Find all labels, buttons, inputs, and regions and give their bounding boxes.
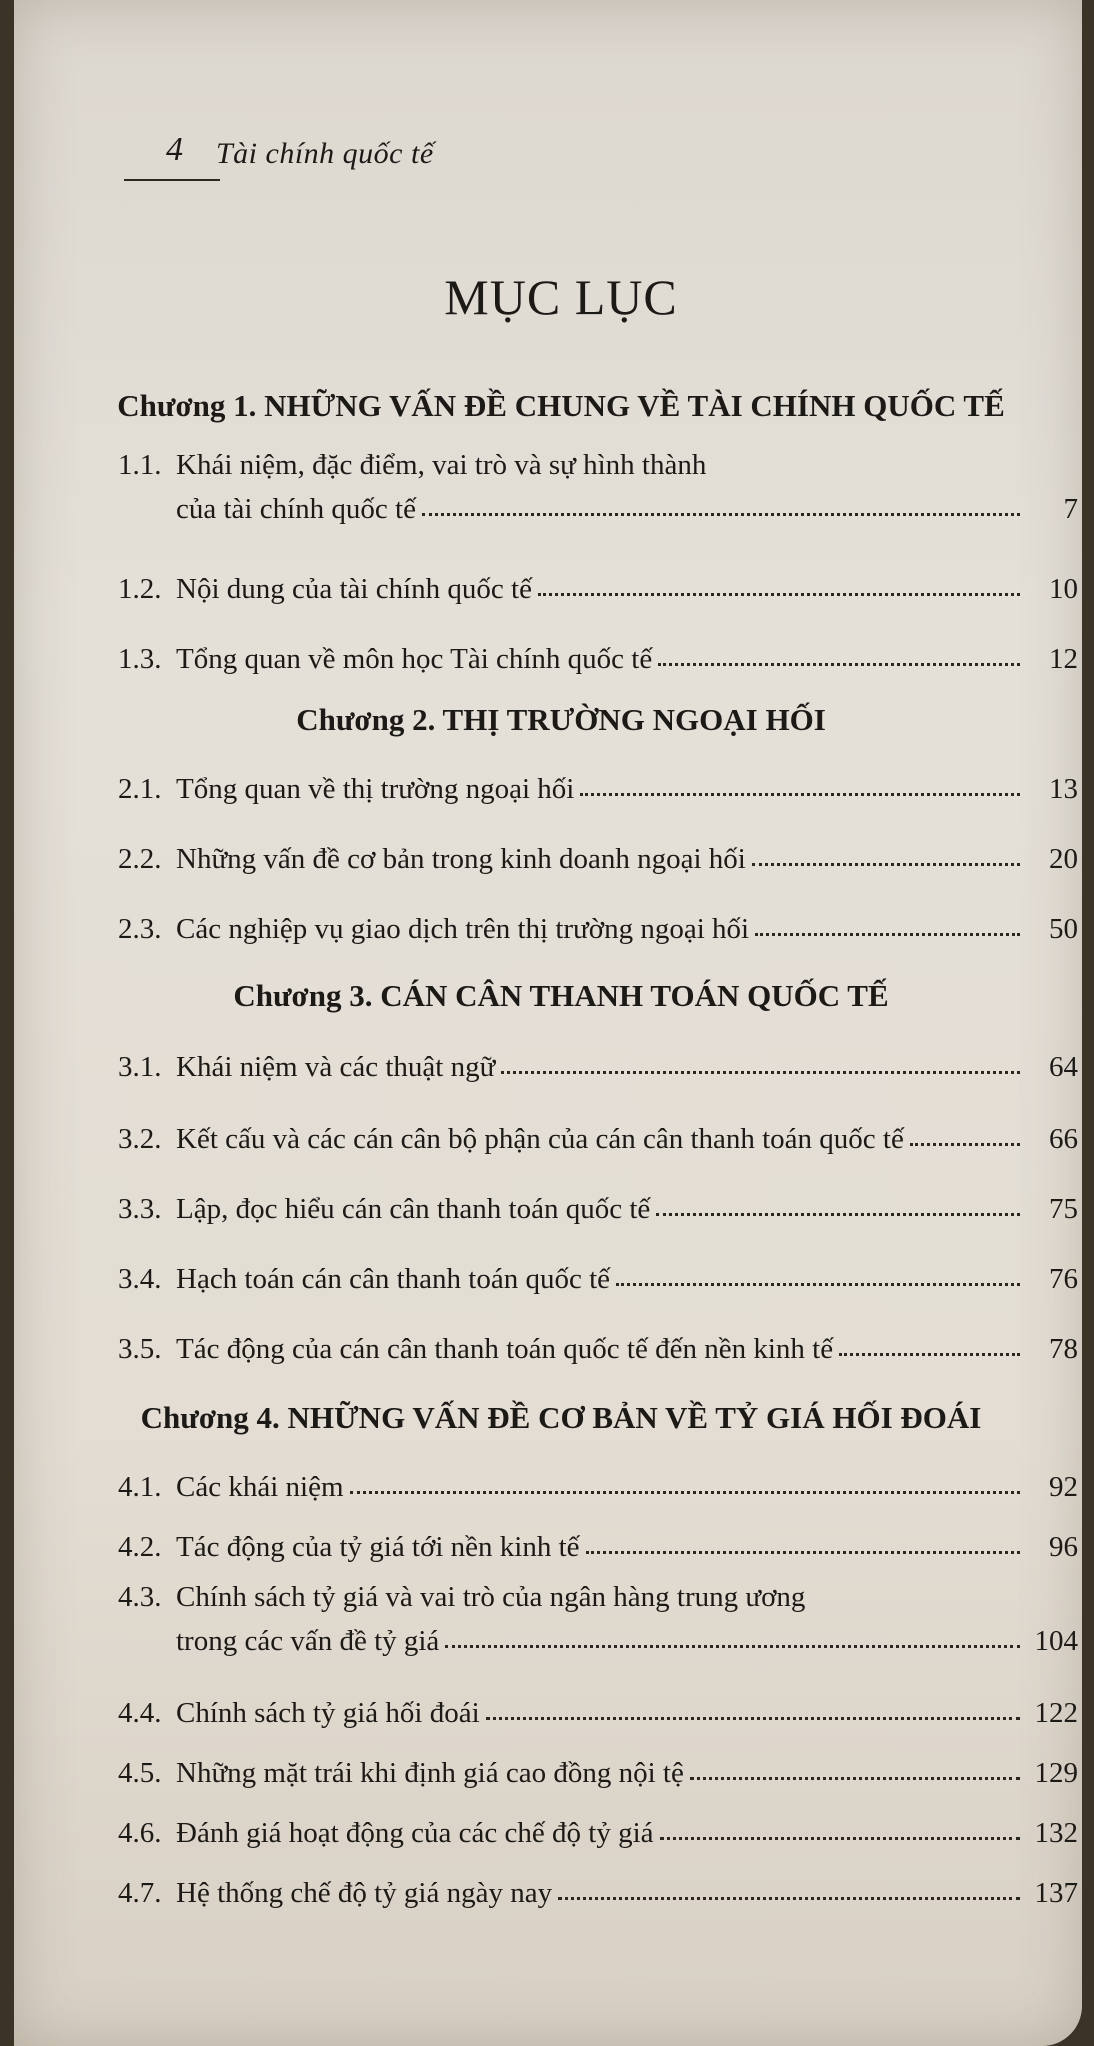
entry-page: 104 xyxy=(1034,1625,1078,1657)
toc-entry xyxy=(118,832,1078,876)
entry-title: Chính sách tỷ giá hối đoái xyxy=(176,1697,480,1729)
running-header xyxy=(124,125,454,185)
entry-page: 75 xyxy=(1049,1193,1078,1225)
header-rule xyxy=(124,179,220,181)
entry-number: 4.2. xyxy=(118,1531,162,1563)
dot-leader xyxy=(422,513,1020,516)
toc-entry xyxy=(118,632,1078,676)
entry-page: 129 xyxy=(1034,1757,1078,1789)
dot-leader xyxy=(350,1491,1020,1494)
entry-page: 122 xyxy=(1034,1697,1078,1729)
entry-title: Những vấn đề cơ bản trong kinh doanh ngoại hối xyxy=(176,843,746,875)
dot-leader xyxy=(752,863,1020,866)
entry-title: Hạch toán cán cân thanh toán quốc tế xyxy=(176,1263,611,1295)
entry-title: Tổng quan về môn học Tài chính quốc tế xyxy=(176,643,653,675)
entry-number: 4.6. xyxy=(118,1817,162,1849)
dot-leader xyxy=(501,1071,1020,1074)
entry-page: 137 xyxy=(1034,1877,1078,1909)
entry-number: 3.3. xyxy=(118,1193,162,1225)
entry-title: Khái niệm, đặc điểm, vai trò và sự hình thành xyxy=(176,449,707,481)
entry-number: 2.2. xyxy=(118,843,162,875)
entry-title: Nội dung của tài chính quốc tế xyxy=(176,573,532,605)
dot-leader xyxy=(538,593,1020,596)
entry-title: Tổng quan về thị trường ngoại hối xyxy=(176,773,575,805)
chapter-heading: Chương 4. NHỮNG VẤN ĐỀ CƠ BẢN VỀ TỶ GIÁ HỐI ĐOÁI xyxy=(140,1400,982,1435)
entry-number: 4.4. xyxy=(118,1697,162,1729)
entry-page: 20 xyxy=(1049,843,1078,875)
toc-entry xyxy=(118,562,1078,606)
toc-entry xyxy=(118,1866,1078,1910)
entry-page: 7 xyxy=(1063,493,1078,525)
dot-leader xyxy=(755,933,1020,936)
entry-title: Tác động của cán cân thanh toán quốc tế đến nền kinh tế xyxy=(176,1333,834,1365)
dot-leader xyxy=(660,1837,1020,1840)
entry-number: 1.1. xyxy=(118,449,162,481)
toc-entry xyxy=(118,1520,1078,1564)
toc-entry xyxy=(118,1460,1078,1504)
chapter-heading: Chương 2. THỊ TRƯỜNG NGOẠI HỐI xyxy=(296,702,826,737)
dot-leader xyxy=(445,1645,1020,1648)
entry-page: 64 xyxy=(1049,1051,1078,1083)
dot-leader xyxy=(839,1353,1020,1356)
entry-page: 13 xyxy=(1049,773,1078,805)
dot-leader xyxy=(910,1143,1020,1146)
entry-number: 2.3. xyxy=(118,913,162,945)
toc-entry xyxy=(118,1252,1078,1296)
entry-number: 1.3. xyxy=(118,643,162,675)
entry-title: Các nghiệp vụ giao dịch trên thị trường ngoại hối xyxy=(176,913,750,945)
entry-page: 76 xyxy=(1049,1263,1078,1295)
toc-entry xyxy=(118,1112,1078,1156)
entry-number: 4.5. xyxy=(118,1757,162,1789)
toc-entry xyxy=(118,1182,1078,1226)
toc-title: MỤC LỤC xyxy=(444,269,678,325)
dot-leader xyxy=(690,1777,1020,1780)
entry-page: 132 xyxy=(1034,1817,1078,1849)
entry-number: 3.5. xyxy=(118,1333,162,1365)
toc-entry xyxy=(118,762,1078,806)
entry-title: Những mặt trái khi định giá cao đồng nội tệ xyxy=(176,1757,684,1789)
toc-entry xyxy=(118,1570,1078,1658)
entry-number: 3.1. xyxy=(118,1051,162,1083)
entry-title: Khái niệm và các thuật ngữ xyxy=(176,1051,496,1083)
entry-title-continued: của tài chính quốc tế xyxy=(176,493,416,525)
toc-entry xyxy=(118,438,1078,526)
entry-number: 2.1. xyxy=(118,773,162,805)
header-running-title: Tài chính quốc tế xyxy=(216,137,434,170)
entry-page: 50 xyxy=(1049,913,1078,945)
dot-leader xyxy=(658,663,1020,666)
entry-number: 4.3. xyxy=(118,1581,162,1613)
entry-title: Kết cấu và các cán cân bộ phận của cán cân thanh toán quốc tế xyxy=(176,1123,904,1155)
entry-number: 3.2. xyxy=(118,1123,162,1155)
entry-number: 1.2. xyxy=(118,573,162,605)
entry-page: 66 xyxy=(1049,1123,1078,1155)
dot-leader xyxy=(616,1283,1020,1286)
entry-title: Lập, đọc hiểu cán cân thanh toán quốc tế xyxy=(176,1193,651,1225)
entry-number: 4.1. xyxy=(118,1471,162,1503)
book-page xyxy=(14,0,1082,2046)
chapter-heading: Chương 1. NHỮNG VẤN ĐỀ CHUNG VỀ TÀI CHÍNH QUỐC TẾ xyxy=(117,388,1005,423)
entry-page: 12 xyxy=(1049,643,1078,675)
entry-page: 96 xyxy=(1049,1531,1078,1563)
toc-entry xyxy=(118,1322,1078,1366)
dot-leader xyxy=(656,1213,1020,1216)
dot-leader xyxy=(586,1551,1021,1554)
toc-entry xyxy=(118,1040,1078,1084)
dot-leader xyxy=(486,1717,1020,1720)
entry-title: Hệ thống chế độ tỷ giá ngày nay xyxy=(176,1877,553,1909)
dot-leader xyxy=(558,1897,1020,1900)
chapter-heading: Chương 3. CÁN CÂN THANH TOÁN QUỐC TẾ xyxy=(233,978,889,1013)
dot-leader xyxy=(580,793,1020,796)
entry-title: Chính sách tỷ giá và vai trò của ngân hàng trung ương xyxy=(176,1581,806,1613)
entry-number: 3.4. xyxy=(118,1263,162,1295)
entry-title: Đánh giá hoạt động của các chế độ tỷ giá xyxy=(176,1817,654,1849)
toc-entry xyxy=(118,1686,1078,1730)
entry-number: 4.7. xyxy=(118,1877,162,1909)
toc-entry xyxy=(118,902,1078,946)
entry-title-continued: trong các vấn đề tỷ giá xyxy=(176,1625,440,1657)
entry-page: 92 xyxy=(1049,1471,1078,1503)
entry-title: Các khái niệm xyxy=(176,1471,344,1503)
entry-title: Tác động của tỷ giá tới nền kinh tế xyxy=(176,1531,580,1563)
toc-entry xyxy=(118,1746,1078,1790)
toc-entry xyxy=(118,1806,1078,1850)
header-page-number: 4 xyxy=(166,131,183,168)
entry-page: 10 xyxy=(1049,573,1078,605)
entry-page: 78 xyxy=(1049,1333,1078,1365)
